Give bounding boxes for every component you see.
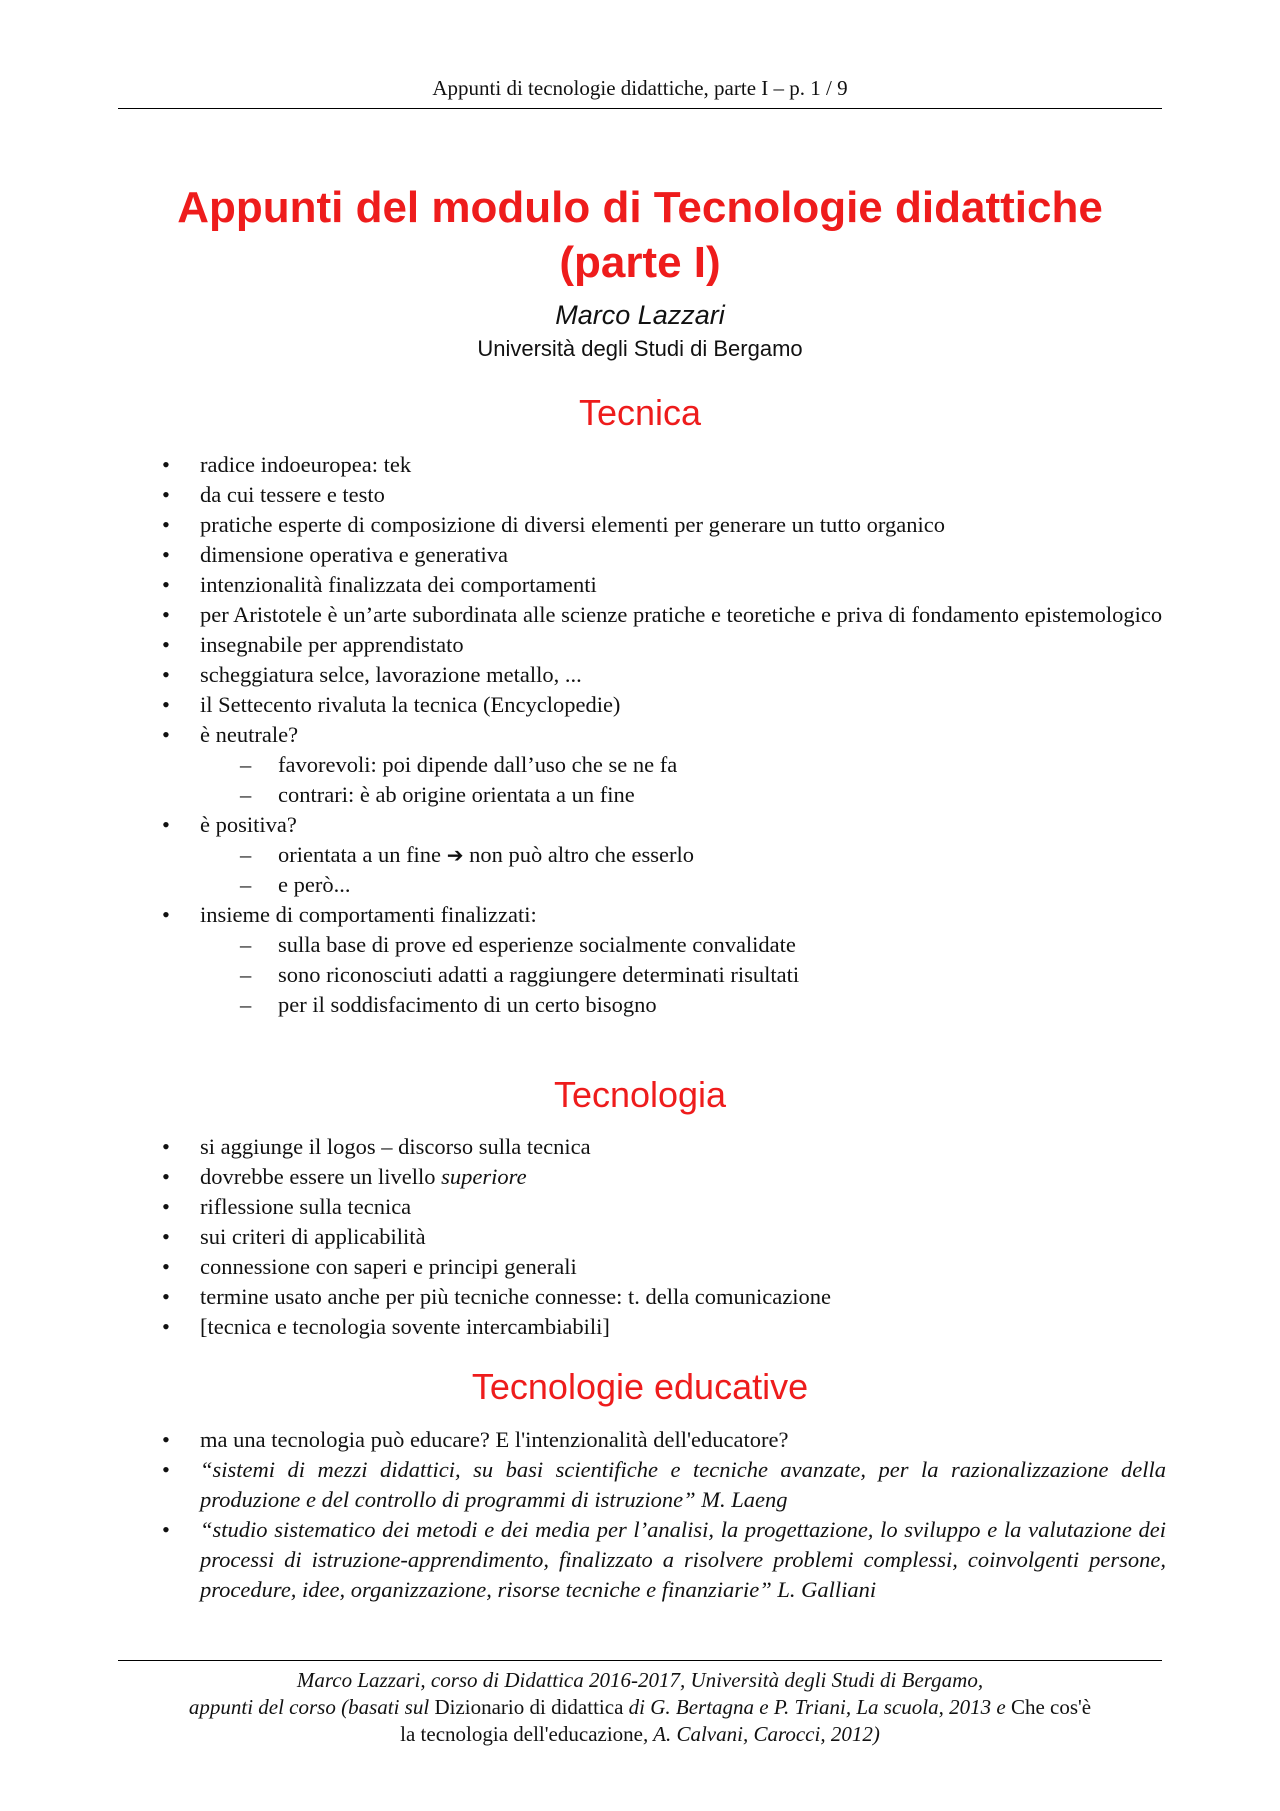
dash: – xyxy=(240,782,252,807)
bullet: • xyxy=(162,602,170,627)
author-affiliation: Università degli Studi di Bergamo xyxy=(477,336,803,361)
page-footer: Marco Lazzari, corso di Didattica 2016-2017, Università degli Studi di Bergamo, appunti del corso (basati sul Dizionario di didattica di G. Bertagna e P. Triani, La scuola, 2013 e Che cos'è la tecnologia dell'educazione, A. Calvani, Carocci, 2012) xyxy=(118,1660,1162,1748)
bullet: • xyxy=(162,512,170,537)
list-item: • dimensione operativa e generativa xyxy=(0,540,1166,570)
running-header xyxy=(118,76,1162,109)
document-title xyxy=(100,180,1180,290)
bullet: • xyxy=(162,692,170,717)
bullet: • xyxy=(162,662,170,687)
tecnica-list xyxy=(0,450,1166,1020)
list-item: • si aggiunge il logos – discorso sulla tecnica xyxy=(0,1132,1166,1162)
list-item: • per Aristotele è un’arte subordinata alle scienze pratiche e teoretiche e priva di fondamento epistemologico xyxy=(0,600,1166,630)
bullet: • xyxy=(162,1194,170,1219)
footer-line-1: Marco Lazzari, corso di Didattica 2016-2017, Università degli Studi di Bergamo, xyxy=(296,1668,984,1692)
author-name: Marco Lazzari xyxy=(555,300,725,330)
quote-laeng: “sistemi di mezzi didattici, su basi scientifiche e tecniche avanzate, per la razionalizzazione della produzione e del controllo di programmi di istruzione” M. Laeng xyxy=(200,1457,1166,1512)
dash: – xyxy=(240,872,252,897)
bullet: • xyxy=(162,1164,170,1189)
bullet: • xyxy=(162,1134,170,1159)
sub-list-item: – favorevoli: poi dipende dall’uso che se ne fa xyxy=(200,750,1166,780)
section-heading-tecnologie-educative: Tecnologie educative xyxy=(471,1366,809,1407)
sub-list-item: – e però... xyxy=(200,870,1166,900)
list-item: • è positiva? – orientata a un fine ➔ non può altro che esserlo – e però... xyxy=(0,810,1166,900)
bullet: • xyxy=(162,482,170,507)
sub-list xyxy=(200,750,1166,810)
bullet: • xyxy=(162,1517,170,1542)
bullet: • xyxy=(162,1314,170,1339)
sub-list xyxy=(200,840,1166,900)
footer-book-title-2b: la tecnologia dell'educazione xyxy=(400,1722,643,1746)
list-item: • dovrebbe essere un livello superiore xyxy=(0,1162,1166,1192)
bullet: • xyxy=(162,542,170,567)
footer-book-title: Dizionario di didattica xyxy=(434,1695,624,1719)
sub-list-item: – orientata a un fine ➔ non può altro che esserlo xyxy=(200,840,1166,870)
list-item xyxy=(0,1515,1166,1605)
bullet: • xyxy=(162,902,170,927)
list-item: • è neutrale? – favorevoli: poi dipende dall’uso che se ne fa – contrari: è ab origine orientata a un fine xyxy=(0,720,1166,810)
footer-book-title-2a: Che cos'è xyxy=(1010,1695,1092,1719)
quote-galliani: “studio sistematico dei metodi e dei media per l’analisi, la progettazione, lo sviluppo e la valutazione dei processi di istruzione-apprendimento, finalizzato a risolvere problemi complessi, coinvolgenti persone, procedure, idee, organizzazione, risorse tecniche e finanziarie” L. Galliani xyxy=(200,1517,1166,1602)
list-item: • termine usato anche per più tecniche connesse: t. della comunicazione xyxy=(0,1282,1166,1312)
list-item: • [tecnica e tecnologia sovente intercambiabili] xyxy=(0,1312,1166,1342)
bullet: • xyxy=(162,1254,170,1279)
bullet: • xyxy=(162,632,170,657)
dash: – xyxy=(240,752,252,777)
list-item: • insegnabile per apprendistato xyxy=(0,630,1166,660)
dash: – xyxy=(240,962,252,987)
list-item: • scheggiatura selce, lavorazione metallo, ... xyxy=(0,660,1166,690)
dash: – xyxy=(240,932,252,957)
right-arrow-icon: ➔ xyxy=(446,843,464,867)
list-item: • sui criteri di applicabilità xyxy=(0,1222,1166,1252)
bullet: • xyxy=(162,572,170,597)
section-heading-tecnologia: Tecnologia xyxy=(553,1074,727,1115)
bullet: • xyxy=(162,1224,170,1249)
list-item xyxy=(0,1455,1166,1515)
list-item: • intenzionalità finalizzata dei comportamenti xyxy=(0,570,1166,600)
emphasis-superiore: superiore xyxy=(441,1164,527,1189)
title-line-1: Appunti del modulo di Tecnologie didattiche xyxy=(177,183,1103,232)
sub-list-item: – per il soddisfacimento di un certo bisogno xyxy=(200,990,1166,1020)
dash: – xyxy=(240,992,252,1017)
list-item: • il Settecento rivaluta la tecnica (Encyclopedie) xyxy=(0,690,1166,720)
bullet: • xyxy=(162,452,170,477)
section-heading-tecnica: Tecnica xyxy=(578,392,702,433)
list-item: • riflessione sulla tecnica xyxy=(0,1192,1166,1222)
list-item: • insieme di comportamenti finalizzati: – sulla base di prove ed esperienze socialmente convalidate – sono riconosciuti adatti a raggiungere determinati risultati – per il soddisfacimento di un certo bisogno xyxy=(0,900,1166,1020)
tecnologia-list xyxy=(0,1132,1166,1342)
tecnologie-educative-list xyxy=(0,1425,1166,1605)
dash: – xyxy=(240,842,252,867)
list-item: • pratiche esperte di composizione di diversi elementi per generare un tutto organico xyxy=(0,510,1166,540)
bullet: • xyxy=(162,1457,170,1482)
running-title: Appunti di tecnologie didattiche, parte I – p. 1 / 9 xyxy=(432,76,848,100)
sub-list-item: – sono riconosciuti adatti a raggiungere determinati risultati xyxy=(200,960,1166,990)
list-item: • da cui tessere e testo xyxy=(0,480,1166,510)
list-item: • connessione con saperi e principi generali xyxy=(0,1252,1166,1282)
sub-list xyxy=(200,930,1166,1020)
bullet: • xyxy=(162,812,170,837)
list-item: • ma una tecnologia può educare? E l'intenzionalità dell'educatore? xyxy=(0,1425,1166,1455)
sub-list-item: – sulla base di prove ed esperienze socialmente convalidate xyxy=(200,930,1166,960)
bullet: • xyxy=(162,722,170,747)
title-line-2: (parte I) xyxy=(559,238,721,287)
list-item: • radice indoeuropea: tek xyxy=(0,450,1166,480)
bullet: • xyxy=(162,1427,170,1452)
bullet: • xyxy=(162,1284,170,1309)
sub-list-item: – contrari: è ab origine orientata a un fine xyxy=(200,780,1166,810)
